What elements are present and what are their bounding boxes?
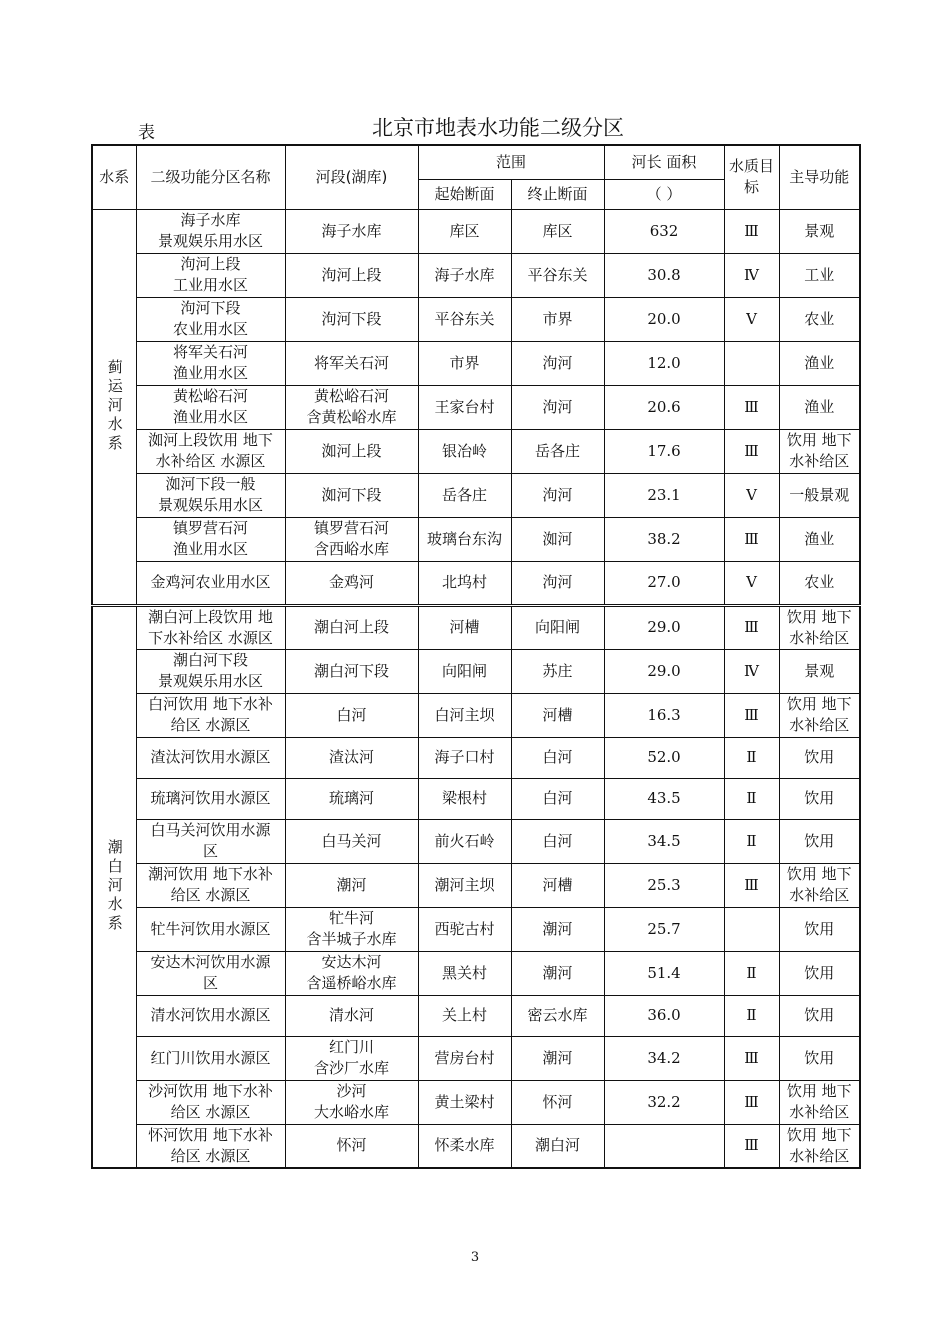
segment-cell: 潮河: [285, 863, 418, 907]
main-function-cell: 景观: [779, 649, 860, 693]
table-row: [92, 819, 860, 863]
length-area-cell: 20.6: [604, 385, 724, 429]
quality-target-cell: Ⅱ: [724, 951, 779, 995]
table-row: [92, 473, 860, 517]
length-area-cell: 20.0: [604, 297, 724, 341]
zone-name-cell: 泃河下段 农业用水区: [136, 297, 285, 341]
quality-target-cell: Ⅲ: [724, 517, 779, 561]
zoning-table: [91, 144, 861, 1169]
zone-name-cell: 海子水库 景观娱乐用水区: [136, 209, 285, 253]
end-section-cell: 怀河: [511, 1080, 604, 1124]
table-row: [92, 1080, 860, 1124]
end-section-cell: 向阳闸: [511, 605, 604, 649]
segment-cell: 白马关河: [285, 819, 418, 863]
table-row: [92, 517, 860, 561]
table-row: [92, 209, 860, 253]
length-area-cell: 34.5: [604, 819, 724, 863]
start-section-cell: 黑关村: [418, 951, 511, 995]
table-row: [92, 863, 860, 907]
header-length-area: 河长 面积: [604, 145, 724, 179]
segment-cell: 泃河上段: [285, 253, 418, 297]
water-system-cell: 潮白河水系: [92, 605, 136, 1168]
segment-cell: 洳河上段: [285, 429, 418, 473]
end-section-cell: 潮河: [511, 1036, 604, 1080]
segment-cell: 琉璃河: [285, 778, 418, 819]
table-row: [92, 561, 860, 605]
quality-target-cell: Ⅲ: [724, 693, 779, 737]
quality-target-cell: Ⅲ: [724, 1036, 779, 1080]
zone-name-cell: 金鸡河农业用水区: [136, 561, 285, 605]
segment-cell: 沙河 大水峪水库: [285, 1080, 418, 1124]
length-area-cell: 38.2: [604, 517, 724, 561]
end-section-cell: 白河: [511, 778, 604, 819]
start-section-cell: 玻璃台东沟: [418, 517, 511, 561]
length-area-cell: 32.2: [604, 1080, 724, 1124]
table-row: [92, 951, 860, 995]
main-function-cell: 农业: [779, 561, 860, 605]
quality-target-cell: Ⅲ: [724, 863, 779, 907]
table-row: [92, 297, 860, 341]
main-function-cell: 渔业: [779, 517, 860, 561]
segment-cell: 泃河下段: [285, 297, 418, 341]
main-function-cell: 饮用 地下 水补给区: [779, 1080, 860, 1124]
zone-name-cell: 洳河上段饮用 地下 水补给区 水源区: [136, 429, 285, 473]
main-function-cell: 农业: [779, 297, 860, 341]
main-function-cell: 饮用: [779, 995, 860, 1036]
end-section-cell: 市界: [511, 297, 604, 341]
quality-target-cell: Ⅴ: [724, 473, 779, 517]
segment-cell: 红门川 含沙厂水库: [285, 1036, 418, 1080]
length-area-cell: 51.4: [604, 951, 724, 995]
table-row: [92, 778, 860, 819]
table-row: [92, 253, 860, 297]
length-area-cell: 632: [604, 209, 724, 253]
end-section-cell: 泃河: [511, 341, 604, 385]
length-area-cell: 25.3: [604, 863, 724, 907]
main-function-cell: 饮用 地下 水补给区: [779, 693, 860, 737]
length-area-cell: 17.6: [604, 429, 724, 473]
end-section-cell: 潮河: [511, 951, 604, 995]
zone-name-cell: 潮河饮用 地下水补 给区 水源区: [136, 863, 285, 907]
segment-cell: 白河: [285, 693, 418, 737]
end-section-cell: 库区: [511, 209, 604, 253]
length-area-cell: 30.8: [604, 253, 724, 297]
quality-target-cell: Ⅱ: [724, 737, 779, 778]
length-area-cell: 12.0: [604, 341, 724, 385]
start-section-cell: 海子口村: [418, 737, 511, 778]
segment-cell: 渣汰河: [285, 737, 418, 778]
zone-name-cell: 将军关石河 渔业用水区: [136, 341, 285, 385]
table-row: [92, 385, 860, 429]
end-section-cell: 白河: [511, 819, 604, 863]
segment-cell: 怀河: [285, 1124, 418, 1168]
start-section-cell: 关上村: [418, 995, 511, 1036]
zone-name-cell: 白河饮用 地下水补 给区 水源区: [136, 693, 285, 737]
zone-name-cell: 安达木河饮用水源 区: [136, 951, 285, 995]
start-section-cell: 库区: [418, 209, 511, 253]
table-row: [92, 605, 860, 649]
main-function-cell: 渔业: [779, 341, 860, 385]
length-area-cell: 29.0: [604, 605, 724, 649]
header-end: 终止断面: [511, 179, 604, 209]
main-function-cell: 饮用 地下 水补给区: [779, 863, 860, 907]
main-function-cell: 饮用: [779, 778, 860, 819]
segment-cell: 镇罗营石河 含西峪水库: [285, 517, 418, 561]
header-range: 范围: [418, 145, 604, 179]
segment-cell: 安达木河 含遥桥峪水库: [285, 951, 418, 995]
quality-target-cell: Ⅳ: [724, 649, 779, 693]
quality-target-cell: Ⅲ: [724, 429, 779, 473]
zone-name-cell: 渣汰河饮用水源区: [136, 737, 285, 778]
length-area-cell: [604, 1124, 724, 1168]
main-function-cell: 一般景观: [779, 473, 860, 517]
zone-name-cell: 泃河上段 工业用水区: [136, 253, 285, 297]
main-function-cell: 工业: [779, 253, 860, 297]
end-section-cell: 泃河: [511, 561, 604, 605]
header-quality: 水质目标: [724, 145, 779, 209]
zone-name-cell: 怀河饮用 地下水补 给区 水源区: [136, 1124, 285, 1168]
quality-target-cell: Ⅲ: [724, 209, 779, 253]
zone-name-cell: 潮白河上段饮用 地 下水补给区 水源区: [136, 605, 285, 649]
end-section-cell: 白河: [511, 737, 604, 778]
table-row: [92, 995, 860, 1036]
start-section-cell: 前火石岭: [418, 819, 511, 863]
zone-name-cell: 沙河饮用 地下水补 给区 水源区: [136, 1080, 285, 1124]
quality-target-cell: Ⅲ: [724, 1080, 779, 1124]
length-area-cell: 23.1: [604, 473, 724, 517]
main-function-cell: 饮用 地下 水补给区: [779, 605, 860, 649]
quality-target-cell: Ⅲ: [724, 605, 779, 649]
length-area-cell: 29.0: [604, 649, 724, 693]
main-function-cell: 饮用: [779, 819, 860, 863]
start-section-cell: 平谷东关: [418, 297, 511, 341]
zone-name-cell: 镇罗营石河 渔业用水区: [136, 517, 285, 561]
header-segment: 河段(湖库): [285, 145, 418, 209]
page-number: 3: [470, 1250, 480, 1265]
length-area-cell: 52.0: [604, 737, 724, 778]
length-area-cell: 16.3: [604, 693, 724, 737]
segment-cell: 洳河下段: [285, 473, 418, 517]
end-section-cell: 潮河: [511, 907, 604, 951]
end-section-cell: 密云水库: [511, 995, 604, 1036]
start-section-cell: 岳各庄: [418, 473, 511, 517]
segment-cell: 牤牛河 含半城子水库: [285, 907, 418, 951]
start-section-cell: 营房台村: [418, 1036, 511, 1080]
main-function-cell: 饮用: [779, 907, 860, 951]
table-row: [92, 429, 860, 473]
start-section-cell: 北坞村: [418, 561, 511, 605]
header-start: 起始断面: [418, 179, 511, 209]
quality-target-cell: Ⅲ: [724, 1124, 779, 1168]
main-function-cell: 饮用 地下 水补给区: [779, 1124, 860, 1168]
start-section-cell: 向阳闸: [418, 649, 511, 693]
quality-target-cell: [724, 907, 779, 951]
start-section-cell: 黄土梁村: [418, 1080, 511, 1124]
table-row: [92, 649, 860, 693]
quality-target-cell: [724, 341, 779, 385]
main-function-cell: 饮用: [779, 951, 860, 995]
end-section-cell: 苏庄: [511, 649, 604, 693]
header-system: 水系: [92, 145, 136, 209]
end-section-cell: 洳河: [511, 517, 604, 561]
quality-target-cell: Ⅳ: [724, 253, 779, 297]
start-section-cell: 海子水库: [418, 253, 511, 297]
segment-cell: 清水河: [285, 995, 418, 1036]
start-section-cell: 梁根村: [418, 778, 511, 819]
main-function-cell: 饮用: [779, 1036, 860, 1080]
table-row: [92, 737, 860, 778]
quality-target-cell: Ⅱ: [724, 778, 779, 819]
zone-name-cell: 琉璃河饮用水源区: [136, 778, 285, 819]
length-area-cell: 36.0: [604, 995, 724, 1036]
start-section-cell: 潮河主坝: [418, 863, 511, 907]
table-body: [92, 209, 860, 1168]
segment-cell: 潮白河上段: [285, 605, 418, 649]
start-section-cell: 怀柔水库: [418, 1124, 511, 1168]
table-row: [92, 693, 860, 737]
table-row: [92, 907, 860, 951]
start-section-cell: 市界: [418, 341, 511, 385]
table-row: [92, 1124, 860, 1168]
table-title: 北京市地表水功能二级分区: [372, 116, 624, 140]
segment-cell: 金鸡河: [285, 561, 418, 605]
quality-target-cell: Ⅲ: [724, 385, 779, 429]
zone-name-cell: 白马关河饮用水源 区: [136, 819, 285, 863]
start-section-cell: 白河主坝: [418, 693, 511, 737]
start-section-cell: 王家台村: [418, 385, 511, 429]
end-section-cell: 泃河: [511, 473, 604, 517]
end-section-cell: 河槽: [511, 693, 604, 737]
table-label: 表: [138, 123, 155, 143]
start-section-cell: 银冶岭: [418, 429, 511, 473]
zone-name-cell: 黄松峪石河 渔业用水区: [136, 385, 285, 429]
start-section-cell: 河槽: [418, 605, 511, 649]
end-section-cell: 泃河: [511, 385, 604, 429]
quality-target-cell: Ⅴ: [724, 297, 779, 341]
length-area-cell: 34.2: [604, 1036, 724, 1080]
zone-name-cell: 潮白河下段 景观娱乐用水区: [136, 649, 285, 693]
quality-target-cell: Ⅱ: [724, 819, 779, 863]
table-row: [92, 341, 860, 385]
end-section-cell: 潮白河: [511, 1124, 604, 1168]
quality-target-cell: Ⅱ: [724, 995, 779, 1036]
segment-cell: 将军关石河: [285, 341, 418, 385]
zone-name-cell: 红门川饮用水源区: [136, 1036, 285, 1080]
length-area-cell: 43.5: [604, 778, 724, 819]
quality-target-cell: Ⅴ: [724, 561, 779, 605]
main-function-cell: 饮用 地下 水补给区: [779, 429, 860, 473]
segment-cell: 黄松峪石河 含黄松峪水库: [285, 385, 418, 429]
water-system-cell: 蓟运河水系: [92, 209, 136, 605]
end-section-cell: 河槽: [511, 863, 604, 907]
main-function-cell: 渔业: [779, 385, 860, 429]
length-area-cell: 27.0: [604, 561, 724, 605]
main-function-cell: 景观: [779, 209, 860, 253]
end-section-cell: 岳各庄: [511, 429, 604, 473]
zone-name-cell: 清水河饮用水源区: [136, 995, 285, 1036]
segment-cell: 海子水库: [285, 209, 418, 253]
zone-name-cell: 洳河下段一般 景观娱乐用水区: [136, 473, 285, 517]
start-section-cell: 西驼古村: [418, 907, 511, 951]
header-zone-name: 二级功能分区名称: [136, 145, 285, 209]
header-unit: （ ）: [604, 179, 724, 209]
end-section-cell: 平谷东关: [511, 253, 604, 297]
length-area-cell: 25.7: [604, 907, 724, 951]
header-function: 主导功能: [779, 145, 860, 209]
zone-name-cell: 牤牛河饮用水源区: [136, 907, 285, 951]
table-row: [92, 1036, 860, 1080]
main-function-cell: 饮用: [779, 737, 860, 778]
segment-cell: 潮白河下段: [285, 649, 418, 693]
